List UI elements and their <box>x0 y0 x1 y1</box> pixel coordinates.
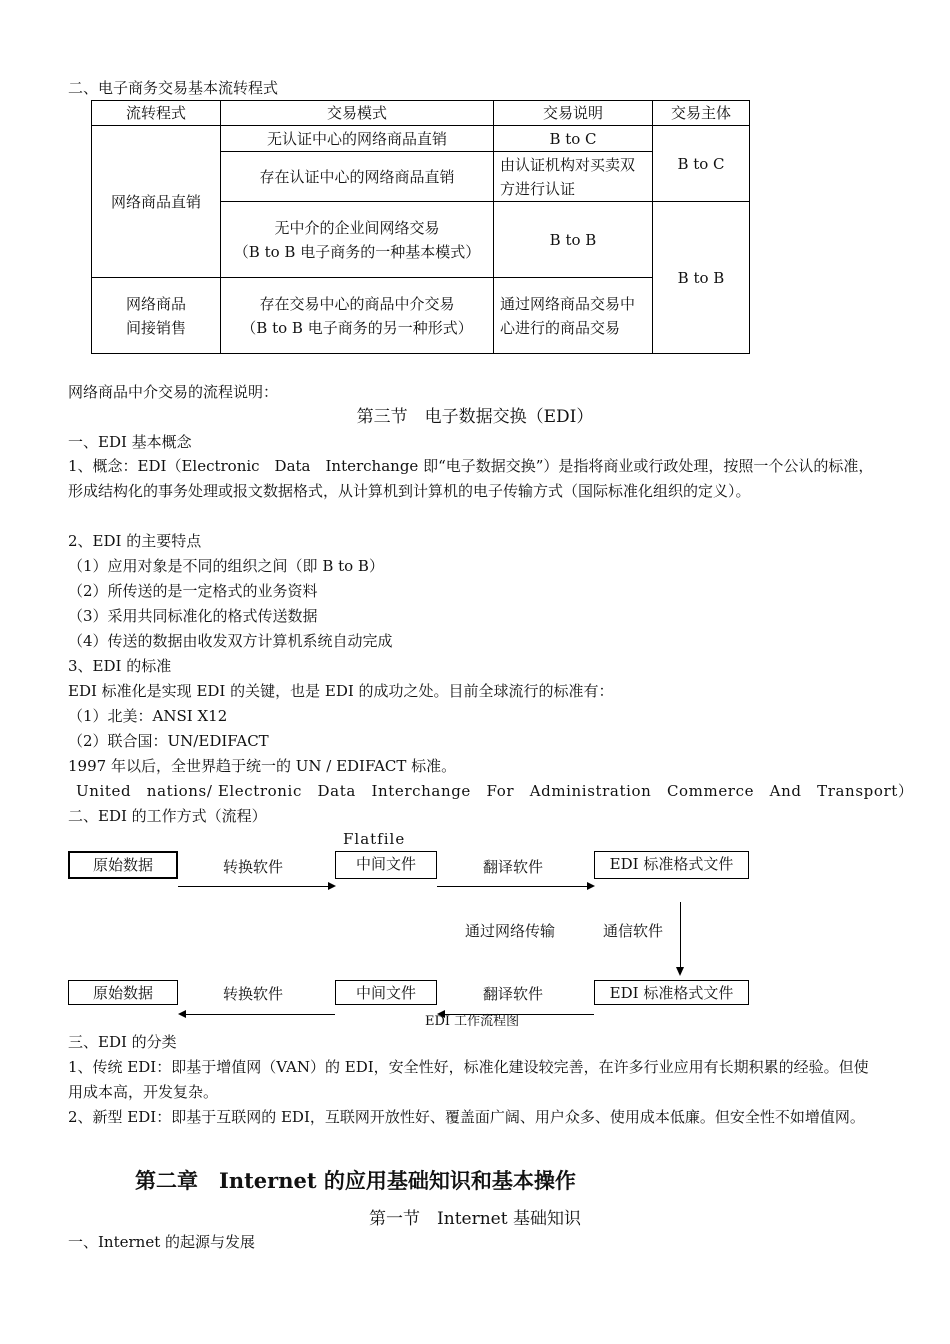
middle-file-box: 中间文件 <box>335 980 437 1005</box>
edi-file-box: EDI 标准格式文件 <box>594 980 749 1005</box>
list-item: （1）北美：ANSI X12 <box>68 707 228 725</box>
table-cell-line: 无中介的企业间网络交易 <box>274 218 440 237</box>
network-transfer-label: 通过网络传输 <box>465 922 556 940</box>
table-cell: B to C <box>494 126 653 152</box>
subheading: 一、EDI 基本概念 <box>68 433 192 451</box>
list-item: （4）传送的数据由收发双方计算机系统自动完成 <box>68 632 393 650</box>
table-cell: B to B <box>653 202 750 354</box>
arrow-line <box>437 886 587 887</box>
table-cell <box>221 278 494 354</box>
list-item: （2）联合国：UN/EDIFACT <box>68 732 269 750</box>
intermediary-note: 网络商品中介交易的流程说明： <box>68 383 279 401</box>
list-item: （3）采用共同标准化的格式传送数据 <box>68 607 318 625</box>
subheading: 三、EDI 的分类 <box>68 1033 177 1051</box>
flatfile-label: Flatfile <box>343 830 406 848</box>
subheading: 3、EDI 的标准 <box>68 657 172 675</box>
arrow-right-icon <box>587 882 595 890</box>
section-title: 第三节 电子数据交换（EDI） <box>356 407 594 427</box>
raw-data-box: 原始数据 <box>68 980 178 1005</box>
flow-heading: 二、电子商务交易基本流转程式 <box>68 79 279 97</box>
convert-software-label: 转换软件 <box>223 858 284 876</box>
paragraph: 1997 年以后，全世界趋于统一的 UN / EDIFACT 标准。 <box>68 757 457 775</box>
table-cell: B to B <box>494 202 653 278</box>
middle-file-box: 中间文件 <box>335 851 437 879</box>
list-item: （2）所传送的是一定格式的业务资料 <box>68 582 318 600</box>
paragraph: EDI 标准化是实现 EDI 的关键，也是 EDI 的成功之处。目前全球流行的标准有： <box>68 682 614 700</box>
transaction-flow-table <box>91 100 750 354</box>
table-cell: B to C <box>653 126 750 202</box>
table-header: 流转程式 <box>92 101 221 126</box>
raw-data-box: 原始数据 <box>68 851 178 879</box>
edi-file-box: EDI 标准格式文件 <box>594 851 749 879</box>
table-header: 交易模式 <box>221 101 494 126</box>
table-cell: 网络商品直销 <box>92 126 221 278</box>
chapter-title: 第二章 Internet 的应用基础知识和基本操作 <box>135 1168 576 1193</box>
arrow-line <box>186 1014 335 1015</box>
table-cell-line: 网络商品 <box>125 294 186 313</box>
arrow-left-icon <box>178 1010 186 1018</box>
arrow-line <box>680 902 681 968</box>
table-cell-line: （B to B 电子商务的另一种形式） <box>241 318 473 337</box>
table-cell-line: 间接销售 <box>125 318 186 337</box>
table-cell: 由认证机构对买卖双方进行认证 <box>494 152 653 202</box>
paragraph: United nations/ Electronic Data Interchange For Administration Commerce And Transport） <box>76 782 914 800</box>
list-item: （1）应用对象是不同的组织之间（即 B to B） <box>68 557 384 575</box>
subheading: 2、EDI 的主要特点 <box>68 532 202 550</box>
arrow-down-icon <box>676 967 684 976</box>
table-cell: 无认证中心的网络商品直销 <box>221 126 494 152</box>
convert-software-label: 转换软件 <box>223 985 284 1003</box>
arrow-right-icon <box>328 882 336 890</box>
paragraph: 1、传统 EDI：即基于增值网（VAN）的 EDI，安全性好，标准化建设较完善，在许多行业应用有长期积累的经验。但使用成本高，开发复杂。 <box>68 1058 869 1101</box>
table-cell-line: 存在交易中心的商品中介交易 <box>259 294 455 313</box>
translate-software-label: 翻译软件 <box>483 858 544 876</box>
subheading: 二、EDI 的工作方式（流程） <box>68 807 267 825</box>
comm-software-label: 通信软件 <box>603 922 664 940</box>
paragraph: 1、概念：EDI（Electronic Data Interchange 即“电子数据交换”）是指将商业或行政处理，按照一个公认的标准，形成结构化的事务处理或报文数据格式，从计算机到计算机的电子传输方式（国际标准化组织的定义）。 <box>68 457 874 500</box>
table-cell <box>92 278 221 354</box>
paragraph: 2、新型 EDI：即基于互联网的 EDI，互联网开放性好、覆盖面广阔、用户众多、使用成本低廉。但安全性不如增值网。 <box>68 1108 865 1126</box>
table-header: 交易说明 <box>494 101 653 126</box>
translate-software-label: 翻译软件 <box>483 985 544 1003</box>
diagram-caption: EDI 工作流程图 <box>425 1014 520 1029</box>
table-cell <box>221 202 494 278</box>
subheading: 一、Internet 的起源与发展 <box>68 1233 255 1251</box>
table-cell-line: （B to B 电子商务的一种基本模式） <box>233 242 481 261</box>
table-cell: 通过网络商品交易中心进行的商品交易 <box>494 278 653 354</box>
table-header: 交易主体 <box>653 101 750 126</box>
table-cell: 存在认证中心的网络商品直销 <box>221 152 494 202</box>
arrow-line <box>178 886 328 887</box>
section-title: 第一节 Internet 基础知识 <box>369 1209 581 1229</box>
